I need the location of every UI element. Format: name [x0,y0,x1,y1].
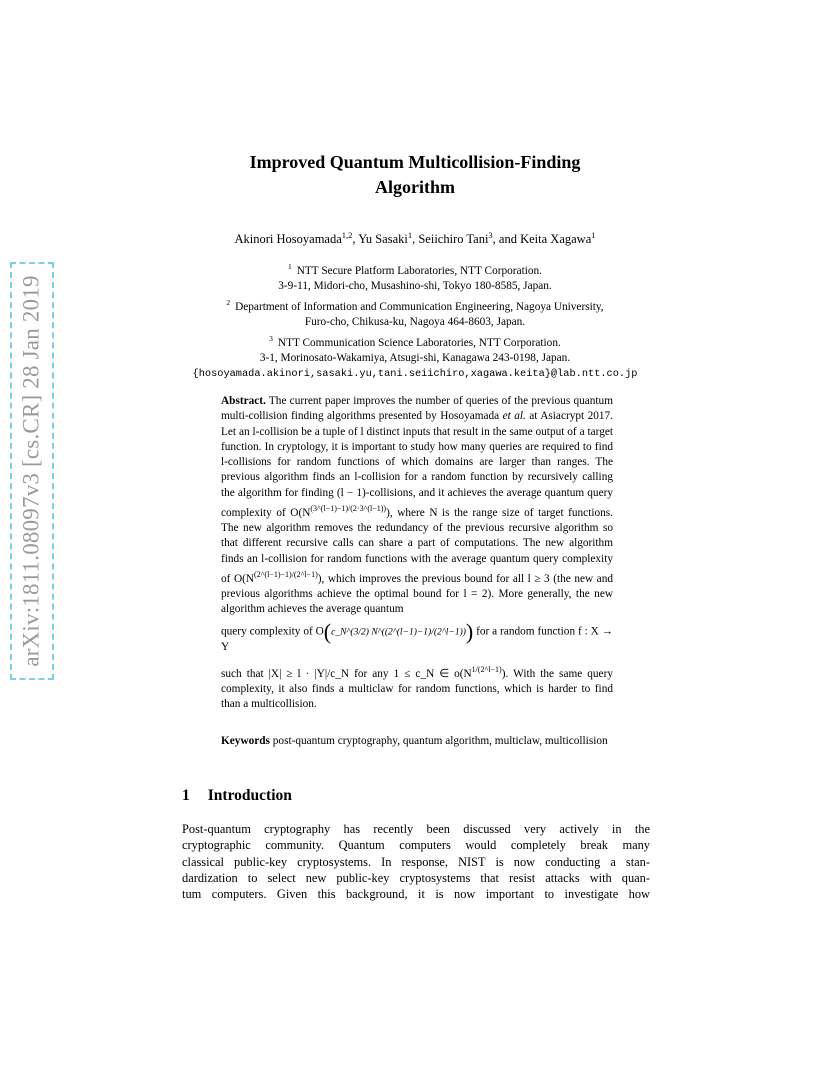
math-exponent: (3^(l−1)−1)/(2·3^(l−1)) [310,504,387,514]
arxiv-stamp [10,262,54,680]
email-address[interactable]: {hosoyamada.akinori,sasaki.yu,tani.seiichiro,xagawa.keita}@lab.ntt.co.jp [192,367,638,380]
author-affil-mark: 1 [591,230,596,240]
abstract-paragraph: Abstract. The current paper improves the number of queries of the previous quantum multi-collision finding algorithms presented by Hosoyamada et al. at Asiacrypt 2017. Let an l-collision be a tuple of l distinct inputs that result in the same output of a target function. In cryptology, it is important to study how many queries are required to find l-collisions for random functions of which domains are larger than ranges. The previous algorithm finds an l-collision for a random function by recursively calling the algorithm for finding (l − 1)-collisions, and it achieves the average quantum query complexity of $O(N^{(3\^{}(l-1)-1)/(2\cdot 3\^{}(l-1))})$, where N is the range size of target functions. The new algorithm removes the redundancy of the previous recursive algorithm so that different recursive calls can share a part of computations. The new algorithm finds an l-collision for random functions with the average quantum query complexity of $O(N^{(2\^{}(l-1)-1)/(2\^{}l-1)})$, which improves the previous bound for all l ≥ 3 (the new and previous algorithms achieve the optimal bound for l = 2). More generally, the new algorithm achieves the average quantum [221,395,614,616]
affiliation-line: $^2$ Department of Information and Communication Engineering, Nagoya University, [226,297,604,313]
arxiv-identifier: arXiv:1811.08097v3 [cs.CR] 28 Jan 2019 [19,275,45,667]
text-line: Post-quantum cryptography has recently been discussed very actively in the [182,822,650,836]
section-title: Introduction [207,787,292,804]
affiliations [150,259,680,382]
complexity-formula: query complexity of O(c_N^(3/2) N^((2^(l−1)−1)/(2^l−1))) for a random function f : X → Y [221,618,613,654]
affiliation-line: $^1$ NTT Secure Platform Laboratories, NTT Corporation. [288,262,542,277]
affiliation-line: 3-1, Morinosato-Wakamiya, Atsugi-shi, Kanagawa 243-0198, Japan. [259,352,571,365]
author-name: Akinori Hosoyamada [234,232,342,247]
author-name: , Seiichiro Tani [412,232,489,247]
author-affil-mark: 3 [488,230,493,240]
text-line: classical public-key cryptosystems. In response, NIST is now conducting a stan- [182,854,650,869]
abstract-paragraph: such that |X| ≥ l · |Y|/c_N for any 1 ≤ c_N ∈ $o(N^{1/(2\^{}l-1)})$. With the same query complexity, it also finds a multiclaw for random functions, which is harder to find than a multicollision. [221,664,613,710]
title-line: Improved Quantum Multicollision-Finding [249,152,581,172]
math-exponent: 1/(2^l−1) [471,664,502,674]
keywords-text: post-quantum cryptography, quantum algorithm, multiclaw, multicollision [269,735,608,747]
math-exponent: (2^(l−1)−1)/(2^l−1) [254,570,318,580]
section-number: 1 [182,787,190,804]
text-line: tum computers. Given this background, it is now important to investigate how [182,887,650,902]
abstract [221,394,613,712]
keywords-label: Keywords [221,735,270,747]
author-list [150,230,680,247]
affiliation-line: 3-9-11, Midori-cho, Musashino-shi, Tokyo 180-8585, Japan. [278,280,552,293]
title-line: Algorithm [375,177,455,197]
keywords [221,734,613,749]
text-line: dardization to select new public-key cryptosystems that resist attacks with quan- [182,870,650,885]
abstract-label: Abstract. [221,395,266,407]
affiliation-line: $^3$ NTT Communication Science Laboratories, NTT Corporation. [269,333,561,349]
author-name: , Yu Sasaki [352,232,408,247]
section-heading [182,787,292,805]
affiliation-line: Furo-cho, Chikusa-ku, Nagoya 464-8603, Japan. [304,316,526,329]
introduction-paragraph [182,821,650,902]
author-affil-mark: 1 [407,230,413,240]
paper-title [150,150,680,200]
author-name: , and Keita Xagawa [492,232,592,247]
text-line: cryptographic community. Quantum computers would completely break many [182,838,650,853]
author-affil-mark: 1,2 [341,230,353,240]
formula-inner: c_N^(3/2) N^((2^(l−1)−1)/(2^l−1)) [331,626,466,637]
